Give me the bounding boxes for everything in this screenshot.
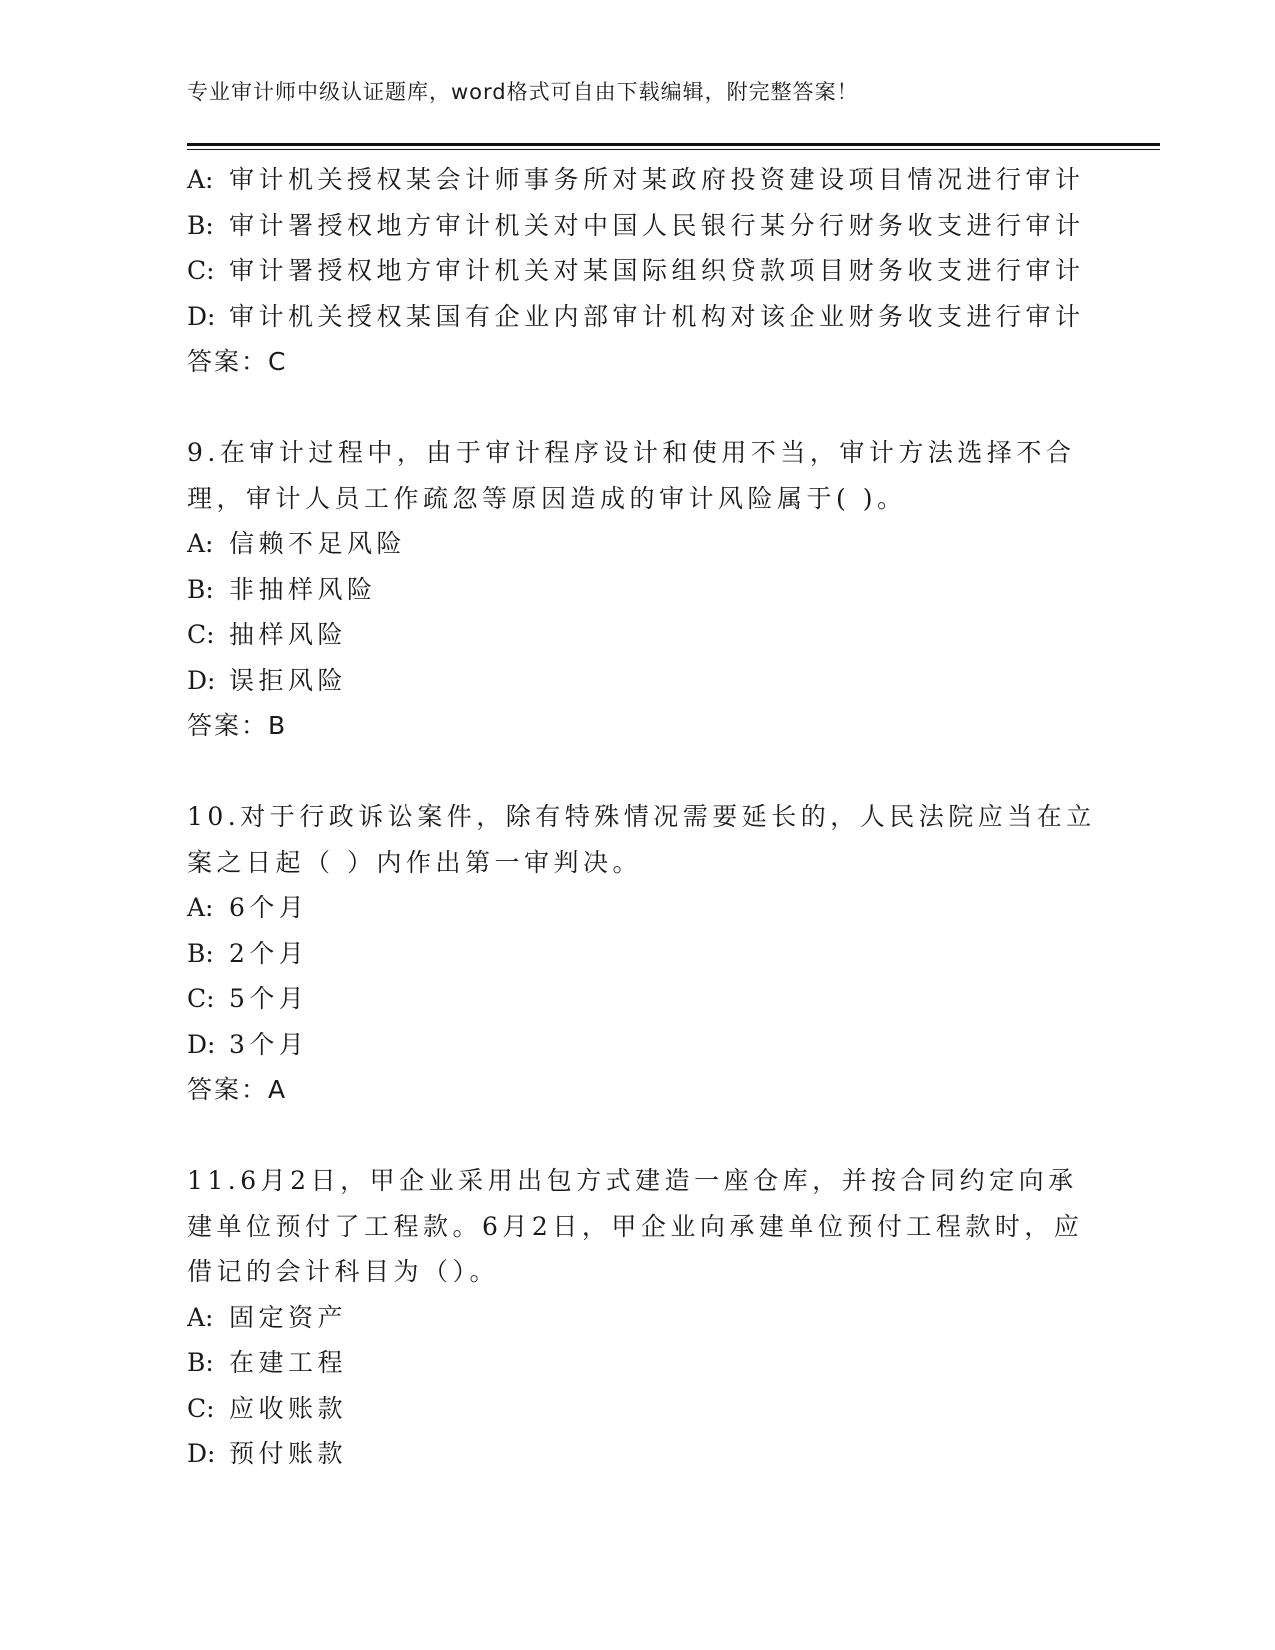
page-header: 专业审计师中级认证题库，word格式可自由下载编辑，附完整答案！ (187, 80, 859, 104)
question-stem: 11.6月2日，甲企业采用出包方式建造一座仓库，并按合同约定向承 (187, 1166, 1078, 1195)
option-c (187, 1386, 1087, 1432)
option-text: 预付账款 (229, 1439, 348, 1468)
option-label: B: (187, 938, 214, 968)
option-text: 应收账款 (229, 1393, 348, 1423)
question-stem: 案之日起（ ）内作出第一审判决。 (187, 847, 642, 877)
option-text: 误拒风险 (229, 665, 348, 695)
option-d (187, 658, 1087, 704)
question-stem: 理，审计人员工作疏忽等原因造成的审计风险属于( )。 (187, 483, 907, 513)
option-label: D: (187, 301, 216, 331)
option-text: 信赖不足风险 (229, 529, 407, 558)
answer: 答案：B (187, 711, 288, 740)
option-text: 审计署授权地方审计机关对中国人民银行某分行财务收支进行审计 (229, 210, 1085, 240)
option-d (187, 1431, 1087, 1477)
option-label: A: (187, 529, 214, 558)
spacer (187, 1113, 1087, 1159)
option-text: 审计机关授权某国有企业内部审计机构对该企业财务收支进行审计 (229, 301, 1085, 331)
option-label: A: (187, 1302, 214, 1332)
option-a (187, 521, 1087, 567)
header-rule-thick (187, 143, 1160, 146)
option-d (187, 294, 1087, 340)
option-a (187, 157, 1087, 203)
option-label: C: (187, 620, 215, 649)
option-label: D: (187, 1029, 216, 1059)
option-text: 在建工程 (229, 1348, 348, 1377)
question-stem: 9.在审计过程中，由于审计程序设计和使用不当，审计方法选择不合 (187, 438, 1076, 467)
option-label: D: (187, 665, 216, 695)
option-label: B: (187, 210, 214, 240)
option-text: 2个月 (229, 938, 309, 968)
question-stem: 建单位预付了工程款。6月2日，甲企业向承建单位预付工程款时，应 (187, 1211, 1084, 1241)
option-text: 6个月 (229, 893, 309, 922)
option-d (187, 1022, 1087, 1068)
question-stem: 10.对于行政诉讼案件，除有特殊情况需要延长的，人民法院应当在立 (187, 802, 1096, 831)
answer: 答案：C (187, 347, 288, 376)
option-text: 非抽样风险 (229, 574, 377, 604)
option-label: B: (187, 574, 214, 604)
option-text: 抽样风险 (229, 620, 348, 649)
header-rule-thin (187, 149, 1160, 150)
option-b (187, 203, 1087, 249)
option-label: C: (187, 256, 215, 285)
option-c (187, 248, 1087, 294)
option-c (187, 612, 1087, 658)
option-text: 5个月 (229, 984, 309, 1013)
spacer (187, 385, 1087, 431)
option-text: 审计署授权地方审计机关对某国际组织贷款项目财务收支进行审计 (229, 256, 1085, 285)
option-label: A: (187, 165, 214, 194)
option-text: 固定资产 (229, 1302, 348, 1332)
question-stem: 借记的会计科目为（）。 (187, 1257, 500, 1286)
option-label: C: (187, 984, 215, 1013)
option-text: 审计机关授权某会计师事务所对某政府投资建设项目情况进行审计 (229, 165, 1085, 194)
option-b (187, 931, 1087, 977)
option-label: C: (187, 1393, 215, 1423)
option-a (187, 1295, 1087, 1341)
option-text: 3个月 (229, 1029, 309, 1059)
spacer (187, 749, 1087, 795)
document-content (187, 157, 1096, 1477)
option-b (187, 1340, 1087, 1386)
option-a (187, 885, 1087, 931)
option-label: B: (187, 1348, 214, 1377)
question-10 (187, 794, 1096, 1113)
option-b (187, 567, 1087, 613)
question-11 (187, 1158, 1087, 1477)
answer: 答案：A (187, 1075, 288, 1104)
question-8 (187, 157, 1087, 385)
question-9 (187, 430, 1087, 749)
option-label: D: (187, 1439, 216, 1468)
option-label: A: (187, 893, 214, 922)
option-c (187, 976, 1087, 1022)
